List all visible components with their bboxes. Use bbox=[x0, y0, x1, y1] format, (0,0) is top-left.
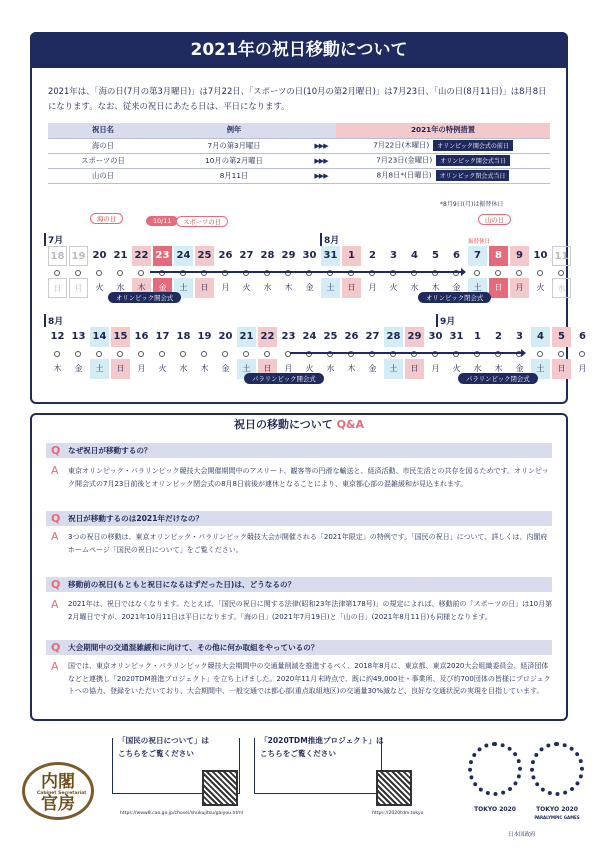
month-label: 9月 bbox=[436, 314, 455, 327]
day-number: 23 bbox=[281, 331, 296, 342]
calendar-day bbox=[489, 246, 508, 301]
day-number: 21 bbox=[113, 250, 128, 261]
sports-label: スポーツの日 bbox=[176, 216, 228, 227]
question-bar: Q 祝日が移動するのは2021年だけなの？ bbox=[46, 511, 552, 526]
para-games-label: PARALYMPIC GAMES bbox=[534, 815, 580, 820]
calendar-day bbox=[111, 327, 130, 382]
calendar-day bbox=[48, 327, 67, 382]
weekday-label: 日 bbox=[258, 359, 277, 379]
weekday-label: 土 bbox=[468, 278, 487, 298]
day-number: 2 bbox=[369, 250, 376, 261]
day-number: 24 bbox=[174, 246, 193, 266]
status-badge: オリンピック閉会式当日 bbox=[436, 170, 510, 181]
day-number: 31 bbox=[321, 246, 340, 266]
day-dot-icon bbox=[117, 351, 123, 357]
day-number: 11 bbox=[552, 246, 571, 266]
day-number: 18 bbox=[176, 331, 191, 342]
day-number: 17 bbox=[155, 331, 170, 342]
day-number: 16 bbox=[134, 331, 149, 342]
weekday-label: 木 bbox=[132, 278, 151, 298]
day-number: 24 bbox=[302, 331, 317, 342]
weekday-label: 月 bbox=[137, 364, 146, 373]
day-dot-icon bbox=[54, 270, 60, 276]
weekday-label: 日 bbox=[552, 359, 571, 379]
day-number: 26 bbox=[344, 331, 359, 342]
weekday-label: 木 bbox=[53, 364, 62, 373]
weekday-label: 火 bbox=[242, 283, 251, 292]
day-dot-icon bbox=[558, 270, 564, 276]
weekday-label: 日 bbox=[195, 278, 214, 298]
weekday-label: 日 bbox=[111, 359, 130, 379]
holiday-span-arrow bbox=[150, 271, 462, 273]
weekday-label: 木 bbox=[200, 364, 209, 373]
sports-date-label: 10/11 bbox=[146, 216, 178, 226]
weekday-label: 水 bbox=[552, 278, 571, 298]
weekday-label: 土 bbox=[384, 359, 403, 379]
answer-text: 東京オリンピック・パラリンピック競技大会開催期間中のアスリート、観客等の円滑な輸送と、経済活動、市民生活との共存を図るためです。オリンピック開会式の7月23日前後とオリンピック閉会式の8月8日前後が連休となることにより、東京都心部の混雑緩和が見込まれます。 bbox=[68, 467, 549, 488]
table-row: 海の日 7月の第3月曜日 ▶▶▶ 7月22日(木曜日) オリンピック開会式の前日 bbox=[48, 138, 550, 153]
olympic-open-label: オリンピック開会式 bbox=[108, 292, 181, 303]
weekday-label: 金 bbox=[515, 364, 524, 373]
weekday-label: 月 bbox=[578, 364, 587, 373]
weekday-label: 日 bbox=[342, 278, 361, 298]
day-dot-icon bbox=[159, 351, 165, 357]
day-dot-icon bbox=[138, 270, 144, 276]
answer-text: 国では、東京オリンピック・パラリンピック競技大会期間中の交通量削減を推進するべく、2018年8月に、東京都、東京2020大会組織委員会、経済団体などと連携し「2020TDM推進プロジェクト」を立ち上げました。2020年11月末時点で、既に約49,000社・事業所、及び約700団体の皆様にプロジェクトへの協力、登録をいただいており、大会期間中、一般交通では都心部(重点取組地区)の交通量30%減など、良好な交通状況の実現を目指しています。 bbox=[68, 662, 551, 696]
calendar-day bbox=[195, 327, 214, 382]
weekday-label: 水 bbox=[326, 364, 335, 373]
weekday-label: 木 bbox=[494, 364, 503, 373]
day-number: 30 bbox=[428, 331, 443, 342]
calendar-day bbox=[363, 246, 382, 301]
day-number: 5 bbox=[552, 327, 571, 347]
answer-mark: A bbox=[51, 530, 59, 543]
calendar-day bbox=[321, 327, 340, 382]
calendar-day bbox=[405, 327, 424, 382]
day-dot-icon bbox=[495, 270, 501, 276]
footnote: *8月9日(月)は振替休日 bbox=[440, 201, 504, 208]
answer-mark: A bbox=[51, 464, 59, 477]
answer-mark: A bbox=[51, 598, 59, 611]
yama-label: 山の日 bbox=[478, 214, 511, 225]
day-number: 9 bbox=[510, 246, 529, 266]
weekday-label: 木 bbox=[431, 283, 440, 292]
table-row: スポーツの日 10月の第2月曜日 ▶▶▶ 7月23日(金曜日) オリンピック開会式当日 bbox=[48, 153, 550, 168]
table-row: 山の日 8月11日 ▶▶▶ 8月8日*(日曜日) オリンピック閉会式当日 bbox=[48, 168, 550, 183]
day-dot-icon bbox=[117, 270, 123, 276]
calendar-day bbox=[384, 246, 403, 301]
question-bar: Q なぜ祝日が移動するの？ bbox=[46, 443, 552, 458]
day-number: 5 bbox=[432, 250, 439, 261]
day-number: 29 bbox=[405, 327, 424, 347]
answer-text: 3つの祝日の移動は、東京オリンピック・パラリンピック競技大会が開催される「2021年限定」の特例です。「国民の祝日」について、詳しくは、内閣府ホームページ「国民の祝日について」をご覧ください。 bbox=[68, 533, 548, 554]
day-dot-icon bbox=[96, 270, 102, 276]
weekday-label: 木 bbox=[284, 283, 293, 292]
calendar-day bbox=[258, 246, 277, 301]
day-dot-icon bbox=[75, 270, 81, 276]
day-number: 13 bbox=[71, 331, 86, 342]
day-number: 31 bbox=[449, 331, 464, 342]
day-number: 12 bbox=[50, 331, 65, 342]
weekday-label: 月 bbox=[431, 364, 440, 373]
day-number: 6 bbox=[453, 250, 460, 261]
day-dot-icon bbox=[96, 351, 102, 357]
calendar-day bbox=[69, 327, 88, 382]
day-number: 7 bbox=[468, 246, 487, 266]
day-number: 6 bbox=[579, 331, 586, 342]
weekday-label: 土 bbox=[321, 278, 340, 298]
col-usual: 例年 bbox=[162, 123, 306, 138]
day-dot-icon bbox=[579, 351, 585, 357]
intro-text: 2021年は、「海の日(7月の第3月曜日)」は7月22日、「スポーツの日(10月の第2月曜日)」は7月23日、「山の日(8月11日)」は8月8日になります。なお、従来の祝日にあたる日は、平日になります。 bbox=[48, 86, 547, 111]
day-number: 20 bbox=[92, 250, 107, 261]
weekday-label: 火 bbox=[305, 364, 314, 373]
question-bar: Q 移動前の祝日(もともと祝日になるはずだった日)は、どうなるの？ bbox=[46, 577, 552, 592]
day-number: 27 bbox=[239, 250, 254, 261]
cabinet-seal: 内閣 官房 Cabinet Secretariat bbox=[22, 762, 94, 820]
question-bar: Q 大会期間中の交通混雑緩和に向けて、その他に何か取組をやっているの？ bbox=[46, 640, 552, 655]
weekday-label: 日 bbox=[48, 278, 67, 298]
day-number: 10 bbox=[533, 250, 548, 261]
day-number: 29 bbox=[281, 250, 296, 261]
day-number: 27 bbox=[365, 331, 380, 342]
day-number: 26 bbox=[218, 250, 233, 261]
weekday-label: 金 bbox=[452, 283, 461, 292]
day-dot-icon bbox=[54, 351, 60, 357]
calendar-day bbox=[552, 246, 571, 301]
day-number: 22 bbox=[258, 327, 277, 347]
tokyo2020-para-emblem-icon bbox=[530, 742, 584, 796]
day-number: 20 bbox=[218, 331, 233, 342]
weekday-label: 火 bbox=[95, 283, 104, 292]
day-number: 22 bbox=[132, 246, 151, 266]
weekday-label: 土 bbox=[237, 359, 256, 379]
olympic-close-label: オリンピック閉会式 bbox=[418, 292, 491, 303]
qr-box-2-title: 「2020TDM推進プロジェクト」は こちらをご覧ください bbox=[260, 736, 384, 758]
calendar-day bbox=[573, 327, 592, 382]
calendar-day bbox=[321, 246, 340, 301]
day-number: 15 bbox=[111, 327, 130, 347]
calendar-day bbox=[90, 246, 109, 301]
weekday-label: 水 bbox=[116, 283, 125, 292]
weekday-label: 日 bbox=[405, 359, 424, 379]
calendar-day bbox=[237, 246, 256, 301]
qr-url-1[interactable]: https://www8.cao.go.jp/chosei/shukujitsu/gaiyou.html bbox=[120, 811, 244, 816]
day-number: 25 bbox=[195, 246, 214, 266]
calendar-day bbox=[510, 246, 529, 301]
umi-label: 海の日 bbox=[90, 213, 123, 224]
calendar-day bbox=[552, 327, 571, 382]
page-title: 2021年の祝日移動について bbox=[30, 32, 568, 68]
answer-mark: A bbox=[51, 660, 59, 673]
weekday-label: 水 bbox=[263, 283, 272, 292]
tokyo2020-label: TOKYO 2020 bbox=[474, 806, 516, 813]
day-number: 3 bbox=[390, 250, 397, 261]
day-dot-icon bbox=[75, 351, 81, 357]
day-dot-icon bbox=[243, 351, 249, 357]
day-dot-icon bbox=[138, 351, 144, 357]
tokyo2020-para-label: TOKYO 2020 bbox=[536, 806, 578, 813]
holiday-table bbox=[48, 123, 550, 184]
weekday-label: 月 bbox=[368, 283, 377, 292]
tokyo2020-emblem-icon bbox=[468, 742, 522, 796]
day-dot-icon bbox=[222, 351, 228, 357]
weekday-label: 土 bbox=[531, 359, 550, 379]
weekday-label: 火 bbox=[158, 364, 167, 373]
day-dot-icon bbox=[201, 351, 207, 357]
day-number: 21 bbox=[237, 327, 256, 347]
status-badge: オリンピック開会式の前日 bbox=[433, 140, 513, 151]
day-dot-icon bbox=[264, 351, 270, 357]
calendar-day bbox=[342, 327, 361, 382]
qr-url-2[interactable]: https://2020tdm.tokyo bbox=[372, 811, 424, 816]
day-number: 1 bbox=[474, 331, 481, 342]
weekday-label: 月 bbox=[221, 283, 230, 292]
calendar-day bbox=[174, 327, 193, 382]
calendar-day bbox=[90, 327, 109, 382]
day-number: 8 bbox=[489, 246, 508, 266]
status-badge: オリンピック開会式当日 bbox=[436, 155, 510, 166]
month-label: 7月 bbox=[44, 233, 63, 246]
qa-title: 祝日の移動について Q&A bbox=[233, 418, 365, 431]
calendar-day bbox=[426, 327, 445, 382]
weekday-label: 日 bbox=[489, 278, 508, 298]
day-number: 28 bbox=[384, 327, 403, 347]
weekday-label: 木 bbox=[347, 364, 356, 373]
day-number: 25 bbox=[323, 331, 338, 342]
day-dot-icon bbox=[474, 270, 480, 276]
calendar-day bbox=[153, 327, 172, 382]
day-dot-icon bbox=[516, 270, 522, 276]
day-number: 3 bbox=[516, 331, 523, 342]
qr-box-1-title: 「国民の祝日について」は こちらをご覧ください bbox=[118, 736, 209, 758]
calendar-day bbox=[69, 246, 88, 301]
calendar-day bbox=[300, 246, 319, 301]
day-number: 14 bbox=[90, 327, 109, 347]
calendar-day bbox=[48, 246, 67, 301]
calendar-day bbox=[384, 327, 403, 382]
day-number: 4 bbox=[531, 327, 550, 347]
day-dot-icon bbox=[558, 351, 564, 357]
day-number: 30 bbox=[302, 250, 317, 261]
day-dot-icon bbox=[537, 351, 543, 357]
furikae-label: 振替休日 bbox=[468, 239, 491, 245]
weekday-label: 土 bbox=[174, 278, 193, 298]
calendar-day bbox=[531, 246, 550, 301]
calendar-day bbox=[132, 327, 151, 382]
calendar-day bbox=[195, 246, 214, 301]
para-open-label: パラリンピック開会式 bbox=[244, 373, 324, 384]
weekday-label: 金 bbox=[368, 364, 377, 373]
weekday-label: 月 bbox=[69, 278, 88, 298]
weekday-label: 金 bbox=[221, 364, 230, 373]
answer-text: 2021年は、祝日ではなくなります。たとえば、「国民の祝日に関する法律(昭和23年法律第178号)」の規定によれば、移動前の「スポーツの日」は10月第2月曜日ですが、2021年10月11日は平日になります。「海の日」(2021年7月19日)と「山の日」(2021年8月11日)も同様となります。 bbox=[68, 600, 553, 621]
month-label: 8月 bbox=[44, 314, 63, 327]
calendar-day bbox=[279, 246, 298, 301]
calendar-day bbox=[342, 246, 361, 301]
calendar-day bbox=[216, 327, 235, 382]
weekday-label: 金 bbox=[305, 283, 314, 292]
qr-code-2[interactable] bbox=[376, 770, 412, 806]
weekday-label: 水 bbox=[410, 283, 419, 292]
col-special: 2021年の特例措置 bbox=[336, 123, 550, 138]
weekday-label: 火 bbox=[536, 283, 545, 292]
calendar-day bbox=[216, 246, 235, 301]
day-number: 1 bbox=[342, 246, 361, 266]
day-number: 4 bbox=[411, 250, 418, 261]
weekday-label: 金 bbox=[153, 278, 172, 298]
weekday-label: 水 bbox=[473, 364, 482, 373]
day-number: 2 bbox=[495, 331, 502, 342]
weekday-label: 火 bbox=[389, 283, 398, 292]
day-number: 19 bbox=[197, 331, 212, 342]
holiday-span-arrow bbox=[290, 352, 522, 354]
weekday-label: 金 bbox=[74, 364, 83, 373]
day-number: 23 bbox=[153, 246, 172, 266]
day-number: 19 bbox=[69, 246, 88, 266]
weekday-label: 水 bbox=[179, 364, 188, 373]
weekday-label: 月 bbox=[284, 364, 293, 373]
gov-label: 日本国政府 bbox=[508, 832, 536, 838]
month-label: 8月 bbox=[320, 233, 339, 246]
weekday-label: 月 bbox=[510, 278, 529, 298]
weekday-label: 火 bbox=[452, 364, 461, 373]
qr-code-1[interactable] bbox=[202, 770, 238, 806]
day-dot-icon bbox=[537, 270, 543, 276]
col-holiday: 祝日名 bbox=[48, 123, 158, 138]
calendar-day bbox=[363, 327, 382, 382]
para-close-label: パラリンピック閉会式 bbox=[458, 373, 538, 384]
day-number: 28 bbox=[260, 250, 275, 261]
weekday-label: 土 bbox=[90, 359, 109, 379]
day-dot-icon bbox=[180, 351, 186, 357]
day-number: 18 bbox=[48, 246, 67, 266]
